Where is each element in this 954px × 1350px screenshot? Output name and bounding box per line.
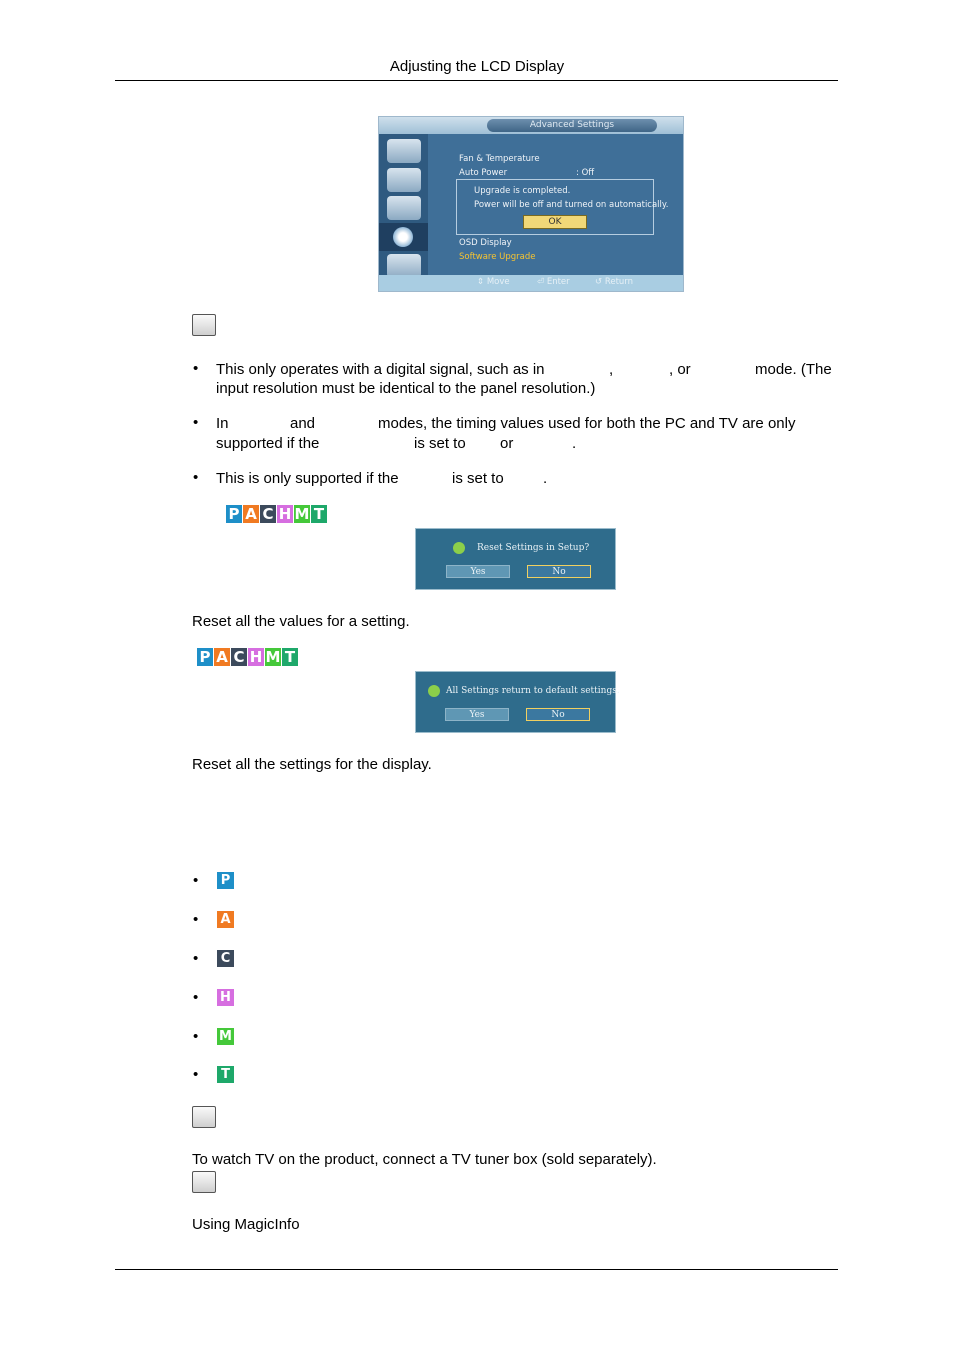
note-bullet-1-line1	[216, 360, 838, 379]
note-bullet-2-line1	[216, 414, 838, 433]
osd-hint-enter: ⏎ Enter	[537, 277, 570, 287]
note-bullet-2-part-d: supported if the	[216, 435, 320, 452]
bullet-dot: •	[193, 872, 199, 889]
note-bullet-1-part-c: , or	[669, 361, 691, 378]
mode-h-icon: H	[278, 505, 292, 523]
footer-rule	[115, 1269, 838, 1270]
osd-hint-return: ↺ Return	[595, 277, 634, 287]
reset-yes-button[interactable]: Yes	[446, 565, 510, 578]
bullet-dot: •	[193, 989, 199, 1006]
osd-item-osd-display: OSD Display	[459, 238, 512, 248]
note-bullet-1-line2: input resolution must be identical to the panel resolution.)	[216, 380, 596, 397]
note-bullet-2-line2	[216, 434, 838, 453]
osd-message-line1: Upgrade is completed.	[474, 186, 571, 196]
pachmt-badge	[197, 648, 298, 666]
pachmt-badge	[226, 505, 327, 523]
mode-h-icon: H	[217, 989, 234, 1006]
advanced-settings-osd	[378, 116, 684, 292]
tv-tuner-note: To watch TV on the product, connect a TV tuner box (sold separately).	[192, 1151, 657, 1168]
osd-bottom-bar	[379, 275, 683, 291]
mode-t-icon: T	[282, 648, 298, 666]
bullet-dot: •	[193, 1066, 199, 1083]
mode-p-icon: P	[226, 505, 242, 523]
gear-icon	[393, 227, 413, 247]
note-bullet-1-part-d: mode. (The	[755, 361, 832, 378]
note-bullet-2-part-f: or	[500, 435, 514, 452]
mode-c-icon: C	[217, 950, 234, 967]
note-bullet-3-part-a: This is only supported if the	[216, 470, 399, 487]
note-icon	[192, 314, 216, 336]
magicinfo-link[interactable]: Using MagicInfo	[192, 1216, 300, 1233]
mode-t-icon: T	[311, 505, 327, 523]
reset-all-yes-button[interactable]: Yes	[445, 708, 509, 721]
info-icon	[428, 685, 440, 697]
reset-all-description: Reset all the settings for the display.	[192, 756, 432, 773]
osd-sound-icon	[387, 196, 421, 220]
note-bullet-1-part-a: This only operates with a digital signal, such as in	[216, 361, 545, 378]
osd-item-fan-temperature: Fan & Temperature	[459, 154, 540, 164]
mode-a-icon: A	[243, 505, 259, 523]
note-bullet-3	[216, 469, 838, 488]
note-icon	[192, 1106, 216, 1128]
reset-all-no-button[interactable]: No	[526, 708, 590, 721]
mode-c-icon: C	[231, 648, 247, 666]
header-rule	[115, 80, 838, 81]
mode-p-icon: P	[217, 872, 234, 889]
osd-item-software-upgrade: Software Upgrade	[459, 252, 536, 262]
note-bullet-2-part-b: and	[290, 415, 316, 432]
mode-h-icon: H	[249, 648, 263, 666]
info-icon	[453, 542, 465, 554]
osd-input-icon	[387, 139, 421, 163]
note-bullet-2-part-e: is set to	[414, 435, 466, 452]
mode-p-icon: P	[197, 648, 213, 666]
bullet-dot: •	[193, 360, 199, 377]
osd-hint-return-label: Return	[604, 277, 634, 287]
osd-item-auto-power: Auto Power	[459, 168, 508, 178]
bullet-dot: •	[193, 469, 199, 486]
mode-m-icon: M	[265, 648, 281, 666]
reset-all-dialog-message: All Settings return to default settings.	[446, 686, 620, 696]
osd-auto-power-value: : Off	[576, 168, 595, 178]
osd-picture-icon	[387, 168, 421, 192]
osd-ok-button[interactable]: OK	[523, 215, 587, 229]
note-bullet-3-part-b: is set to	[452, 470, 504, 487]
note-bullet-2-part-a: In	[216, 415, 229, 432]
reset-all-dialog	[415, 671, 620, 733]
osd-hint-move-label: Move	[486, 277, 510, 287]
bullet-dot: •	[193, 1028, 199, 1045]
mode-m-icon: M	[294, 505, 310, 523]
note-bullet-2-part-g: .	[572, 435, 577, 452]
note-bullet-1-part-b: ,	[609, 361, 614, 378]
bullet-dot: •	[193, 414, 199, 431]
note-bullet-2-part-c: modes, the timing values used for both the PC and TV are only	[378, 415, 796, 432]
mode-t-icon: T	[217, 1066, 234, 1083]
reset-dialog-message: Reset Settings in Setup?	[477, 543, 590, 553]
osd-message-line2: Power will be off and turned on automatically.	[474, 200, 669, 210]
mode-m-icon: M	[217, 1028, 234, 1045]
note-icon	[192, 1171, 216, 1193]
note-bullet-3-part-c: .	[543, 470, 548, 487]
reset-settings-dialog	[415, 528, 616, 590]
mode-a-icon: A	[214, 648, 230, 666]
osd-title: Advanced Settings	[487, 119, 657, 132]
reset-no-button[interactable]: No	[527, 565, 591, 578]
mode-a-icon: A	[217, 911, 234, 928]
mode-c-icon: C	[260, 505, 276, 523]
osd-setup-icon	[379, 223, 428, 251]
reset-description: Reset all the values for a setting.	[192, 613, 410, 630]
bullet-dot: •	[193, 950, 199, 967]
osd-hint-enter-label: Enter	[546, 277, 570, 287]
page-header-title: Adjusting the LCD Display	[389, 58, 565, 75]
bullet-dot: •	[193, 911, 199, 928]
osd-hint-move: ⇕ Move	[477, 277, 510, 287]
